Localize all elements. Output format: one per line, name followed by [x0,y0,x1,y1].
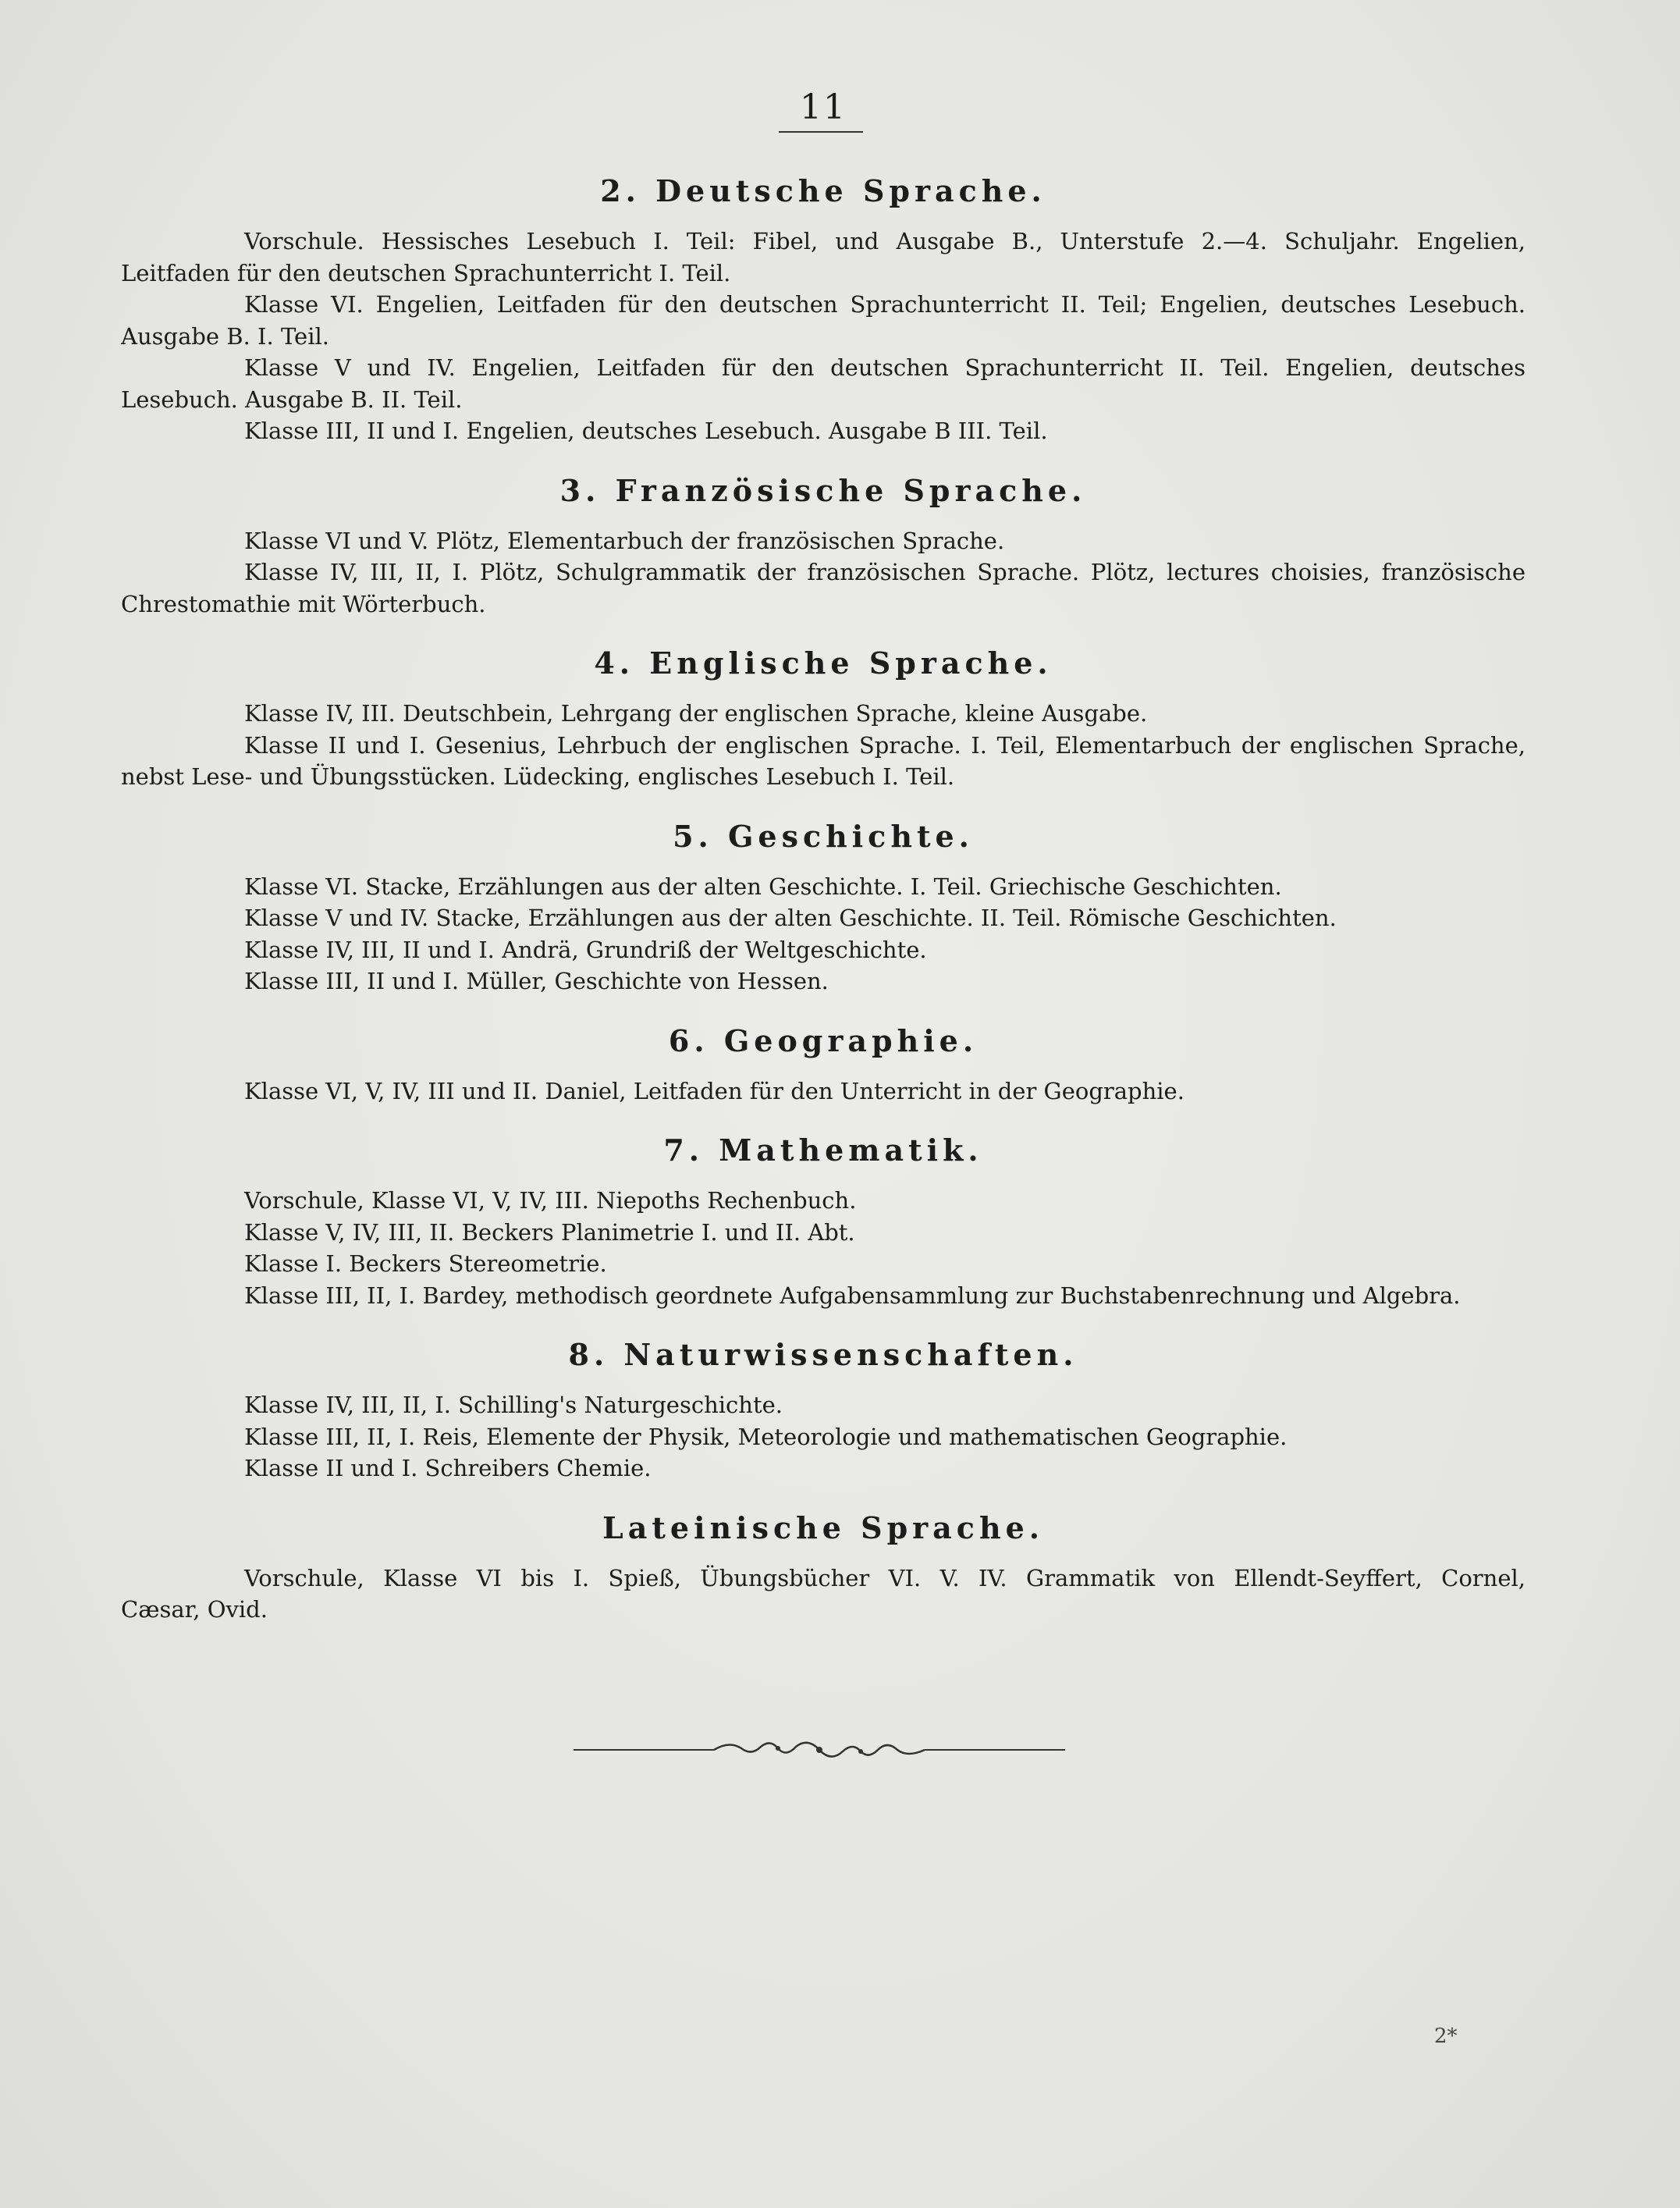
section [121,813,1525,997]
text-line: Klasse V, IV, III, II. Beckers Planimetrie I. und II. Abt. [244,1218,855,1246]
text-line: Klasse V und IV. Engelien, Leitfaden für den deutschen Sprachunterricht II. Teil. Engelien, deutsches [244,354,1525,381]
document-body [121,168,1525,1646]
text-line: Klasse II und I. Gesenius, Lehrbuch der englischen Sprache. I. Teil, Elementarbuch der englischen Sprache, [244,731,1525,759]
section-title: 5. Geschichte. [673,818,974,854]
text-line: Leitfaden für den deutschen Sprachunterricht I. Teil. [121,259,731,286]
text-line: Ausgabe B. I. Teil. [121,322,329,350]
text-line: Klasse I. Beckers Stereometrie. [244,1250,607,1277]
section-text [121,1185,1525,1311]
section-text [121,525,1525,620]
text-line: Klasse III, II und I. Engelien, deutsches Lesebuch. Ausgabe B III. Teil. [244,418,1048,444]
text-line: Klasse VI. Engelien, Leitfaden für den deutschen Sprachunterricht II. Teil; Engelien, deutsches Lesebuch. [244,291,1525,318]
text-line: Klasse VI, V, IV, III und II. Daniel, Leitfaden für den Unterricht in der Geographie. [244,1077,1185,1104]
text-line: Klasse IV, III, II, I. Schilling's Naturgeschichte. [244,1392,783,1418]
section-text [121,698,1525,793]
text-line: Klasse IV, III, II, I. Plötz, Schulgrammatik der französischen Sprache. Plötz, lectures choisies, französische [244,559,1525,585]
text-line: Klasse IV, III, II und I. Andrä, Grundriß der Weltgeschichte. [244,936,927,963]
text-line: Vorschule. Hessisches Lesebuch I. Teil: Fibel, und Ausgabe B., Unterstufe 2.—4. Schuljahr. Engelien, [244,228,1525,254]
section [121,1127,1525,1311]
section-title: 6. Geographie. [668,1022,979,1058]
section-title: 7. Mathematik. [663,1132,983,1168]
text-line: nebst Lese- und Übungsstücken. Lüdecking, englisches Lesebuch I. Teil. [121,763,955,790]
footer-mark: 2* [1434,2025,1458,2048]
section-text [121,226,1525,447]
section-title: 3. Französische Sprache. [559,472,1087,508]
section-title: 8. Naturwissenschaften. [568,1337,1078,1372]
section [121,468,1525,620]
section-text [121,1563,1525,1626]
section-text [121,1076,1525,1108]
text-line: Klasse III, II, I. Bardey, methodisch geordnete Aufgabensammlung zur Buchstabenrechnung und Algebra. [244,1282,1461,1309]
text-line: Klasse III, II, I. Reis, Elemente der Physik, Meteorologie und mathematischen Geographie. [244,1423,1288,1450]
text-line: Vorschule, Klasse VI bis I. Spieß, Übungsbücher VI. V. IV. Grammatik von Ellendt-Seyffert, Cornel, [244,1564,1525,1591]
section [121,168,1525,447]
text-line: Klasse VI und V. Plötz, Elementarbuch der französischen Sprache. [244,527,1005,554]
section [121,1018,1525,1108]
text-line: Klasse VI. Stacke, Erzählungen aus der alten Geschichte. I. Teil. Griechische Geschichten. [244,873,1282,900]
section [121,640,1525,793]
section-text [121,871,1525,997]
ornament-divider [574,1734,1065,1765]
text-line: Klasse II und I. Schreibers Chemie. [244,1455,652,1481]
section [121,1505,1525,1626]
section [121,1332,1525,1484]
text-line: Klasse V und IV. Stacke, Erzählungen aus der alten Geschichte. II. Teil. Römische Geschichten. [244,905,1337,931]
text-line: Cæsar, Ovid. [121,1596,268,1623]
text-line: Klasse III, II und I. Müller, Geschichte von Hessen. [244,968,829,994]
text-line: Lesebuch. Ausgabe B. II. Teil. [121,386,463,413]
text-line: Klasse IV, III. Deutschbein, Lehrgang der englischen Sprache, kleine Ausgabe. [244,700,1148,727]
page-number-rule [779,131,863,133]
text-line: Chrestomathie mit Wörterbuch. [121,590,486,617]
section-title: 2. Deutsche Sprache. [600,173,1046,208]
section-text [121,1389,1525,1484]
text-line: Vorschule, Klasse VI, V, IV, III. Niepoths Rechenbuch. [244,1187,857,1214]
section-title: 4. Englische Sprache. [594,645,1053,681]
page-number: 11 [800,87,847,127]
section-title: Lateinische Sprache. [602,1509,1044,1545]
